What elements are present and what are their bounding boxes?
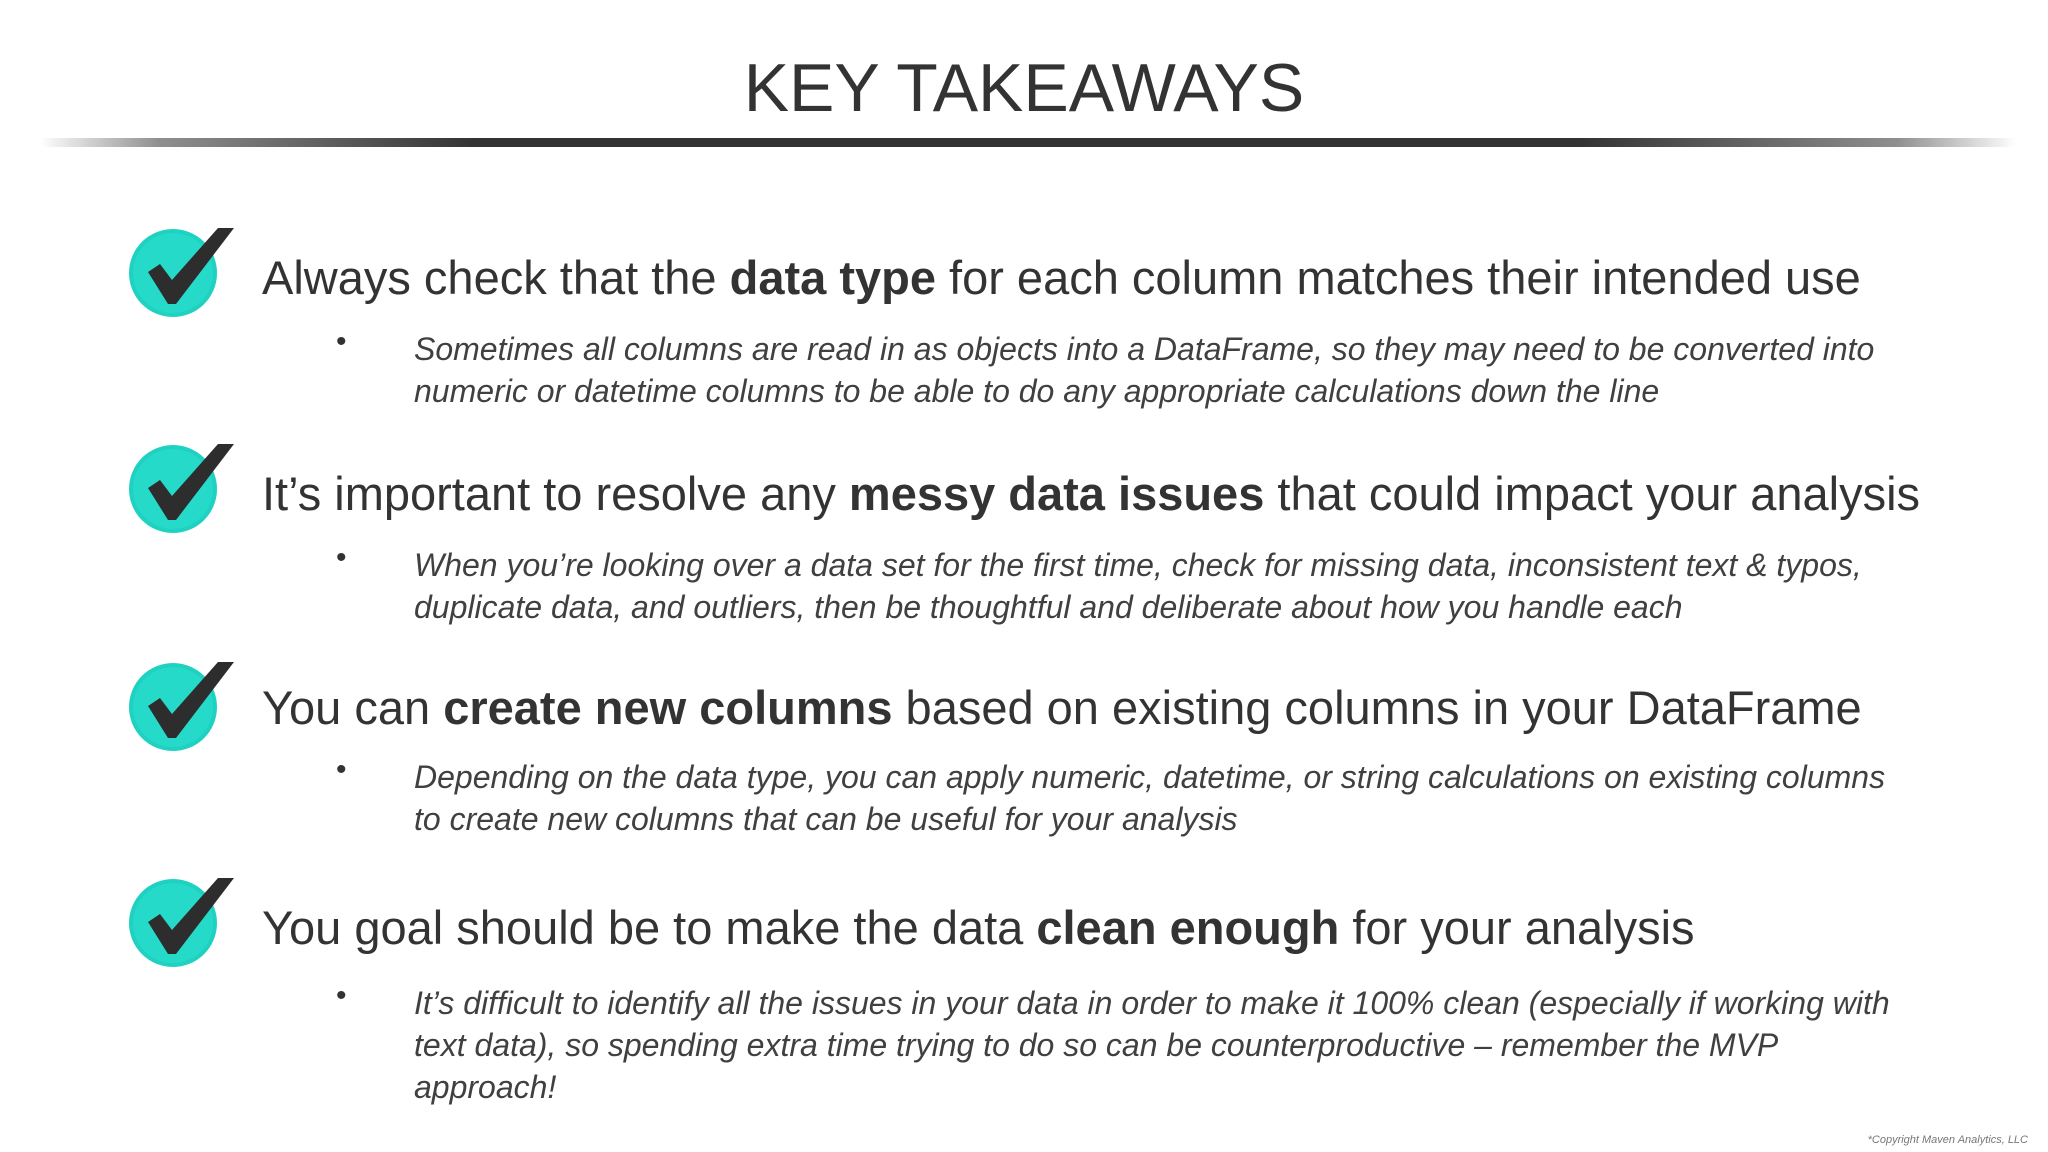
bullet-marker: • [336, 541, 347, 574]
takeaway-headline: You can create new columns based on existing columns in your DataFrame [262, 681, 1862, 734]
page-title: KEY TAKEAWAYS [743, 50, 1305, 126]
takeaway-headline: You goal should be to make the data clean enough for your analysis [262, 901, 1695, 954]
takeaway-item-4 [0, 874, 2048, 1105]
takeaway-detail: Sometimes all columns are read in as objects into a DataFrame, so they may need to be converted into numeric or datetime columns to be able to do any appropriate calculations down the line [414, 331, 1875, 409]
takeaway-headline: Always check that the data type for each column matches their intended use [262, 251, 1861, 304]
takeaway-item-2 [0, 440, 2048, 640]
bullet-marker: • [336, 325, 347, 358]
takeaway-detail: When you’re looking over a data set for the first time, check for missing data, inconsistent text & typos, duplicate data, and outliers, then be thoughtful and deliberate about how you handle each [414, 547, 1862, 625]
takeaway-item-1 [0, 224, 2048, 424]
copyright-notice: *Copyright Maven Analytics, LLC [1867, 1134, 2028, 1146]
checkmark-icon [126, 440, 236, 536]
title-divider [40, 138, 2016, 147]
takeaway-item-3 [0, 658, 2048, 858]
checkmark-icon [126, 224, 236, 320]
bullet-marker: • [336, 979, 347, 1012]
bullet-marker: • [336, 753, 347, 786]
takeaway-headline: It’s important to resolve any messy data issues that could impact your analysis [262, 467, 1921, 520]
takeaway-detail: Depending on the data type, you can apply numeric, datetime, or string calculations on existing columns to create new columns that can be useful for your analysis [414, 759, 1886, 837]
checkmark-icon [126, 874, 236, 970]
takeaway-detail: It’s difficult to identify all the issues in your data in order to make it 100% clean (especially if working with text data), so spending extra time trying to do so can be counterproductive – remember the MVP approach! [414, 985, 1890, 1105]
checkmark-icon [126, 658, 236, 754]
